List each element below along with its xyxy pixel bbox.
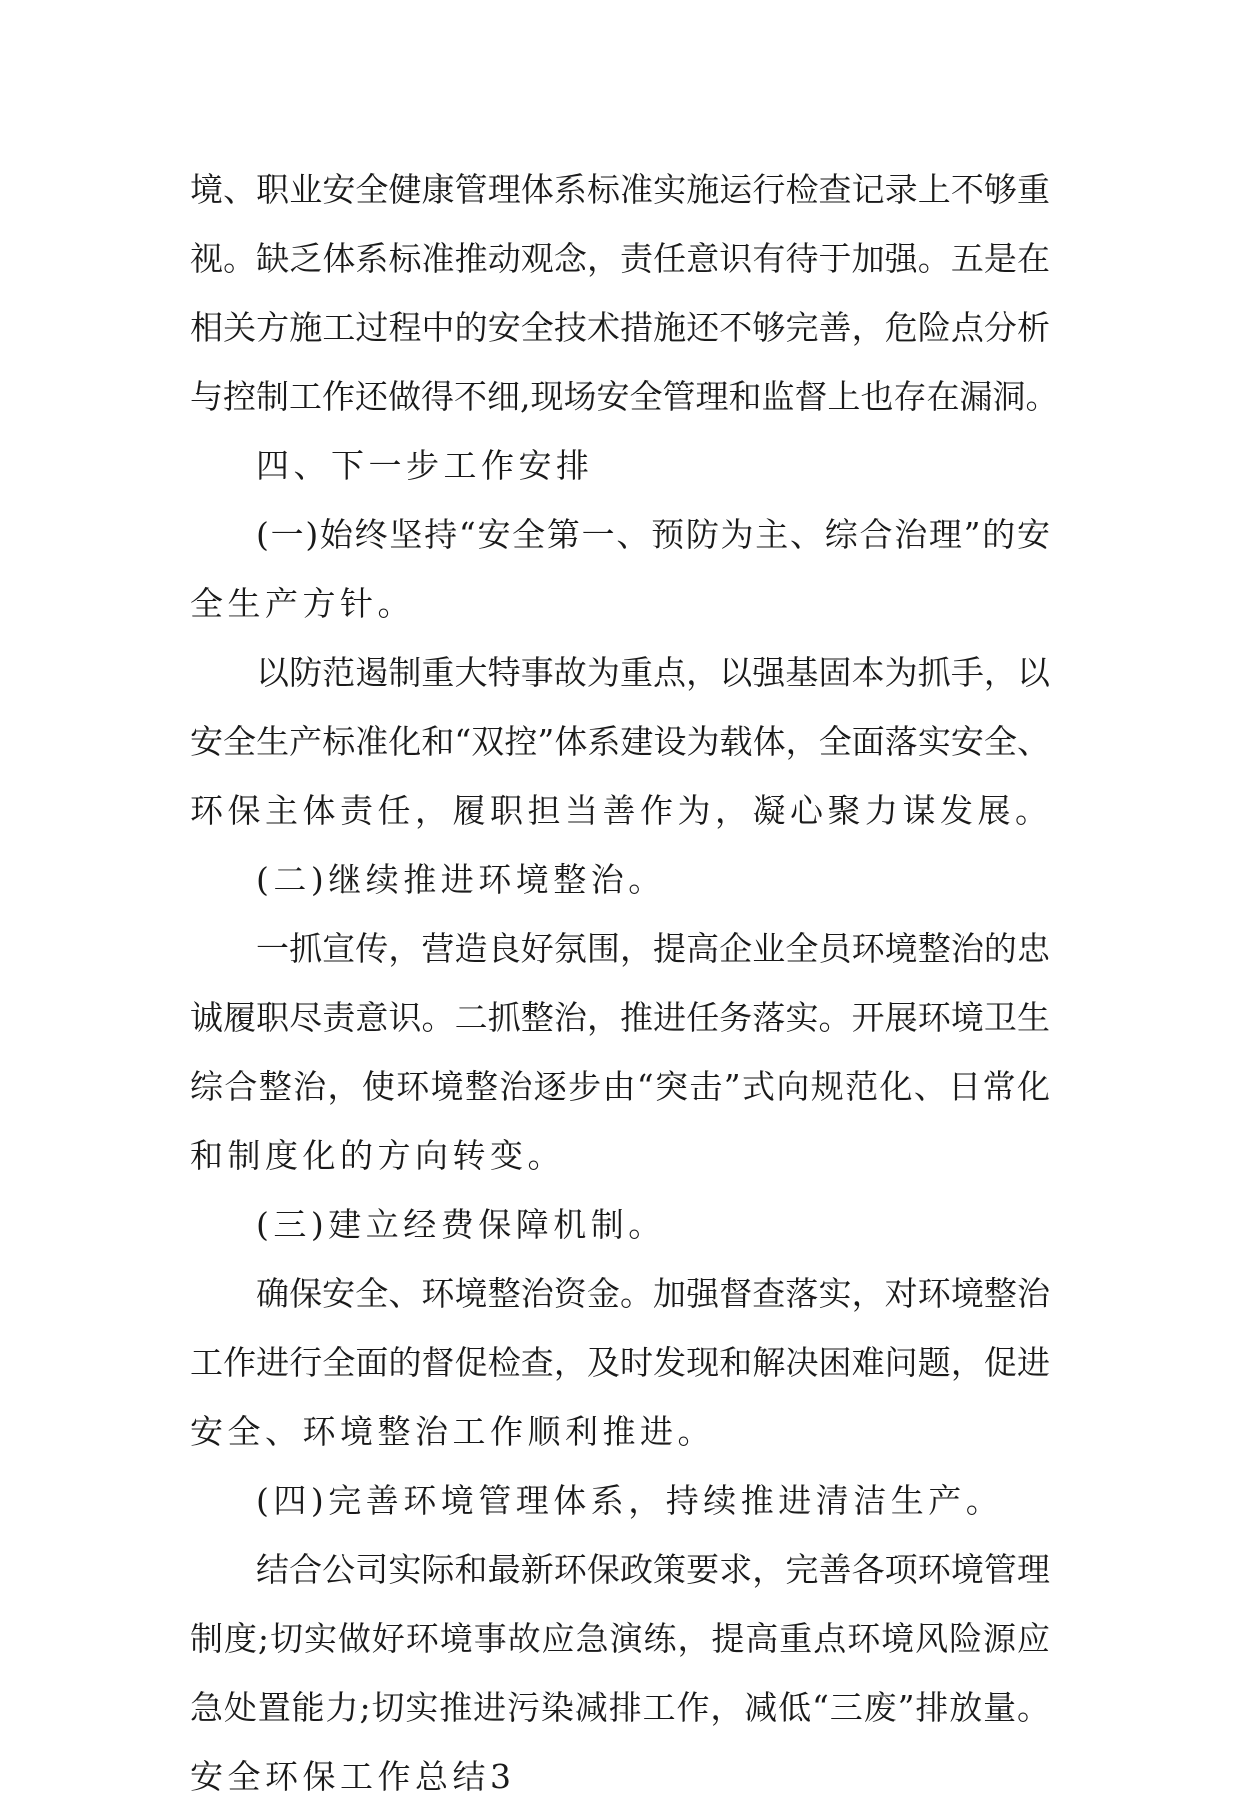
- text-line: (二)继续推进环境整治。: [256, 860, 666, 899]
- text-line: (三)建立经费保障机制。: [256, 1205, 666, 1244]
- text-line: 结合公司实际和最新环保政策要求，完善各项环境管理: [256, 1550, 1050, 1589]
- text-line: 与控制工作还做得不细,现场安全管理和监督上也存在漏洞。: [190, 377, 1059, 416]
- text-line: 综合整治，使环境整治逐步由“突击”式向规范化、日常化: [190, 1067, 1050, 1106]
- text-line: (四)完善环境管理体系，持续推进清洁生产。: [256, 1481, 1004, 1520]
- text-line: 安全环保工作总结3: [190, 1757, 516, 1796]
- text-line: 和制度化的方向转变。: [190, 1136, 565, 1175]
- text-line: 工作进行全面的督促检查，及时发现和解决困难问题，促进: [190, 1343, 1050, 1382]
- text-line: 四、下一步工作安排: [256, 446, 594, 485]
- text-line: 境、职业安全健康管理体系标准实施运行检查记录上不够重: [190, 170, 1050, 209]
- text-line: 环保主体责任，履职担当善作为，凝心聚力谋发展。: [190, 791, 1053, 830]
- text-line: 诚履职尽责意识。二抓整治，推进任务落实。开展环境卫生: [190, 998, 1050, 1037]
- document-page: [190, 155, 1059, 1811]
- text-line: 急处置能力;切实推进污染减排工作，减低“三废”排放量。: [190, 1688, 1050, 1727]
- text-line: 视。缺乏体系标准推动观念，责任意识有待于加强。五是在: [190, 239, 1050, 278]
- text-line: 安全生产标准化和“双控”体系建设为载体，全面落实安全、: [190, 722, 1050, 761]
- text-line: 一抓宣传，营造良好氛围，提高企业全员环境整治的忠: [256, 929, 1050, 968]
- text-line: 以防范遏制重大特事故为重点，以强基固本为抓手，以: [256, 653, 1050, 692]
- text-line: 确保安全、环境整治资金。加强督查落实，对环境整治: [256, 1274, 1050, 1313]
- text-line: (一)始终坚持“安全第一、预防为主、综合治理”的安: [256, 515, 1050, 554]
- text-line: 制度;切实做好环境事故应急演练，提高重点环境风险源应: [190, 1619, 1050, 1658]
- text-line: 安全、环境整治工作顺利推进。: [190, 1412, 715, 1451]
- text-line: 全生产方针。: [190, 584, 415, 623]
- text-line: 相关方施工过程中的安全技术措施还不够完善，危险点分析: [190, 308, 1050, 347]
